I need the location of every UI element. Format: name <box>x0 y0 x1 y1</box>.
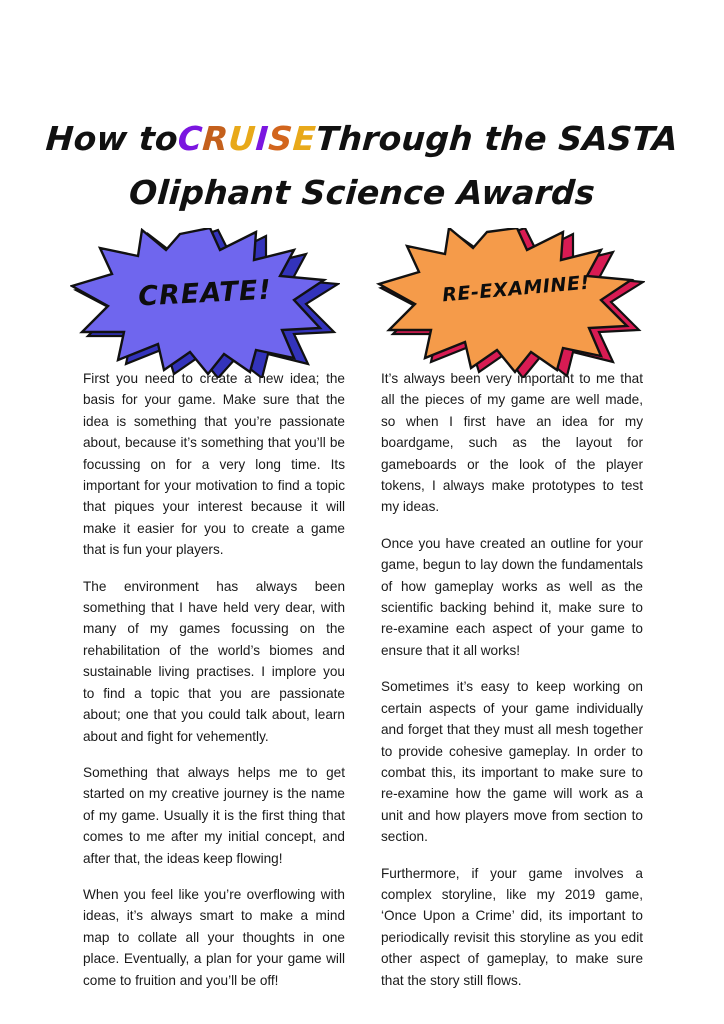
paragraph: Sometimes it’s easy to keep working on certain aspects of your game individually and forget that they must all mesh together to provide cohesive gameplay. In order to combat this, its important to make sure to re-examine how the game will work as a unit and how players move from section to section. <box>381 679 643 845</box>
cruise-letter-c: C <box>176 119 204 158</box>
cruise-letter-s: S <box>267 119 295 158</box>
title-line-2: Oliphant Science Awards <box>127 173 597 212</box>
left-column <box>83 368 345 991</box>
create-starburst <box>70 228 340 378</box>
re-examine-burst-body <box>379 228 631 372</box>
paragraph: The environment has always been something that I have held very dear, with many of my games focussing on the rehabilitation of the world’s biomes and sustainable living practises. I implore you to find a topic that you are passionate about; one that you could talk about, learn about and fight for vehemently. <box>83 578 345 744</box>
create-starburst-svg <box>70 228 340 378</box>
paragraph: First you need to create a new idea; the basis for your game. Make sure that the idea is something that you’re passionate about, because it’s something that you’ll be focussing on for a very long time. Its important for your motivation to find a topic that piques your interest because it will make it easier for you to create a game that is fun your players. <box>83 371 345 558</box>
cruise-letter-e: E <box>291 119 318 158</box>
re-examine-starburst <box>375 228 645 378</box>
cruise-letter-i: I <box>254 119 270 158</box>
right-column <box>381 368 643 991</box>
title-line-1 <box>0 112 724 166</box>
cruise-letter-r: R <box>201 119 230 158</box>
paragraph: Furthermore, if your game involves a complex storyline, like my 2019 game, ‘Once Upon a Crime’ did, its important to periodically revisit this storyline as you edit other aspect of gameplay, to make sure that the story still flows. <box>381 865 643 988</box>
re-examine-starburst-svg <box>375 228 645 378</box>
paragraph: Once you have created an outline for your game, begun to lay down the fundamentals of how gameplay works as well as the scientific backing behind it, make sure to re-examine each aspect of your game to ensure that it all works! <box>381 535 643 658</box>
create-burst-body <box>72 228 324 374</box>
title-highlight-cruise <box>176 112 318 166</box>
title-prefix: How to <box>44 119 180 158</box>
title-suffix: Through the SASTA <box>314 119 680 158</box>
paragraph: Something that always helps me to get started on my creative journey is the name of my game. Usually it is the first thing that comes to me after my initial concept, and after that, the ideas keep flowing! <box>83 764 345 866</box>
paragraph: It’s always been very important to me that all the pieces of my game are well made, so when I first have an idea for my boardgame, such as the layout for gameboards or the look of the player tokens, I always make prototypes to test my ideas. <box>381 371 643 515</box>
paragraph: When you feel like you’re overflowing with ideas, it’s always smart to make a mind map to collate all your thoughts in one place. Eventually, a plan for your game will come to fruition and you’ll be off! <box>83 886 345 988</box>
starburst-graphics <box>0 228 724 378</box>
article-columns <box>83 368 643 991</box>
create-starburst-label: CREATE! <box>137 274 273 313</box>
cruise-letter-u: U <box>227 119 258 158</box>
page-title <box>0 112 724 220</box>
re-examine-starburst-label: RE-EXAMINE! <box>441 271 591 307</box>
